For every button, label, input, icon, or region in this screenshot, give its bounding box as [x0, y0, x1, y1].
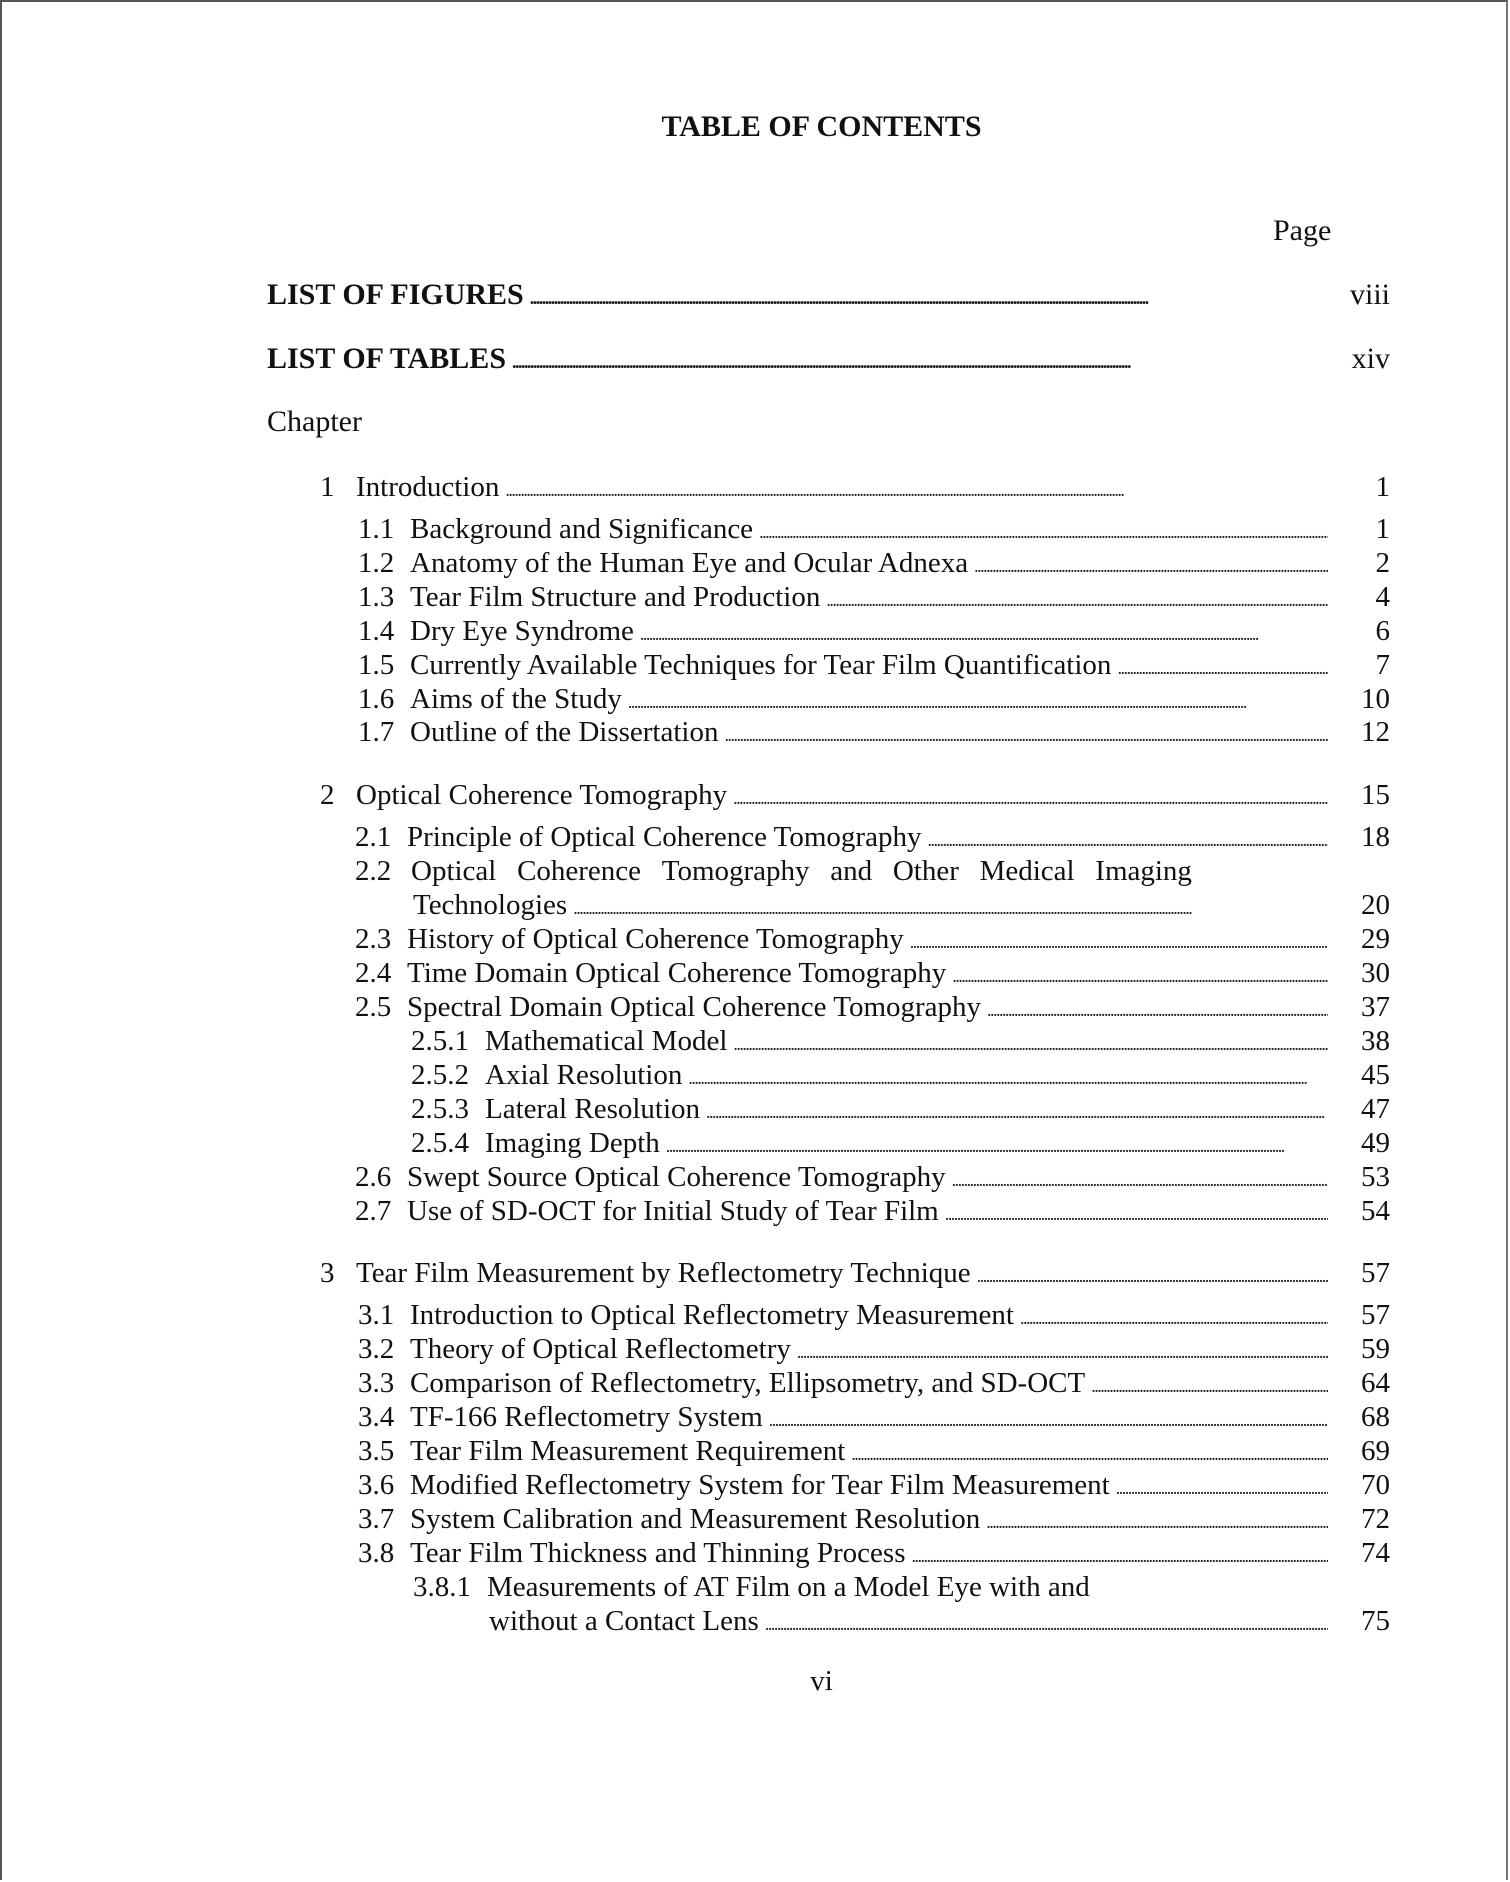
section-number: 2.6 [355, 1161, 392, 1193]
section-title: Principle of Optical Coherence Tomography [407, 821, 922, 853]
toc-section-3-3[interactable] [358, 1365, 1390, 1401]
section-title: Introduction to Optical Reflectometry Measurement [410, 1299, 1014, 1331]
toc-chapter-2[interactable] [320, 777, 1390, 813]
toc-section-1-4[interactable] [358, 613, 1390, 649]
section-title-word: Medical [979, 855, 1075, 887]
section-title: Tear Film Thickness and Thinning Process [410, 1537, 906, 1569]
toc-section-3-2[interactable] [358, 1331, 1390, 1367]
section-number: 2.1 [355, 821, 392, 853]
section-title: Lateral Resolution [485, 1093, 701, 1125]
chapter-number: 1 [320, 471, 335, 503]
toc-section-3-8-1-line1[interactable] [413, 1569, 1090, 1605]
section-number: 2.4 [355, 957, 392, 989]
toc-section-3-7[interactable] [358, 1501, 1390, 1537]
section-number: 2.5.4 [411, 1127, 469, 1159]
section-number: 3.5 [358, 1435, 395, 1467]
dot-leader [945, 1196, 1328, 1232]
toc-chapter-1[interactable] [320, 469, 1390, 505]
toc-section-1-1[interactable] [358, 511, 1390, 547]
toc-entry-page: viii [1349, 278, 1390, 311]
section-title-word: and [830, 855, 873, 887]
toc-section-1-6[interactable] [358, 681, 1390, 717]
toc-section-3-8[interactable] [358, 1535, 1390, 1571]
toc-section-3-5[interactable] [358, 1433, 1390, 1469]
section-number: 2.5.2 [411, 1059, 469, 1091]
section-title: Axial Resolution [485, 1059, 683, 1091]
toc-entry-page: 74 [1361, 1537, 1390, 1569]
toc-entry-page: 53 [1361, 1161, 1390, 1193]
section-number: 3.8.1 [413, 1571, 471, 1603]
section-title: Technologies [413, 889, 568, 921]
toc-section-3-6[interactable] [358, 1467, 1390, 1503]
toc-entry-page: 75 [1361, 1605, 1390, 1637]
toc-section-2-6[interactable] [355, 1159, 1390, 1195]
section-title: Swept Source Optical Coherence Tomography [407, 1161, 946, 1193]
toc-entry-page: 68 [1361, 1401, 1390, 1433]
toc-entry-page: 7 [1375, 649, 1390, 681]
dot-leader [765, 1606, 1328, 1642]
section-number: 2.5 [355, 991, 392, 1023]
section-number: 2.3 [355, 923, 392, 955]
section-number: 3.4 [358, 1401, 395, 1433]
section-title: Anatomy of the Human Eye and Ocular Adnexa [410, 547, 969, 579]
toc-section-2-5-1[interactable] [411, 1023, 1390, 1059]
section-number: 1.6 [358, 683, 395, 715]
section-title-word: Imaging [1095, 855, 1192, 887]
section-number: 2.7 [355, 1195, 392, 1227]
section-title: Background and Significance [410, 513, 754, 545]
toc-entry-page: 18 [1361, 821, 1390, 853]
toc-entry-page: 57 [1361, 1257, 1390, 1289]
dot-leader [512, 344, 1328, 380]
toc-entry-page: 64 [1361, 1367, 1390, 1399]
toc-entry-page: 37 [1361, 991, 1390, 1023]
section-title: Measurements of AT Film on a Model Eye with and [487, 1571, 1090, 1603]
toc-section-2-5-2[interactable] [411, 1057, 1390, 1093]
page-column-header: Page [1273, 214, 1332, 247]
section-title: Imaging Depth [485, 1127, 660, 1159]
toc-entry-page: 10 [1361, 683, 1390, 715]
toc-entry-list-of-figures[interactable] [267, 277, 1390, 313]
toc-entry-page: 20 [1361, 889, 1390, 921]
dot-leader [977, 1258, 1328, 1294]
section-number: 3.3 [358, 1367, 395, 1399]
section-number: 3.7 [358, 1503, 395, 1535]
section-title: System Calibration and Measurement Resolution [410, 1503, 981, 1535]
toc-section-2-5-4[interactable] [411, 1125, 1390, 1161]
toc-entry-page: 54 [1361, 1195, 1390, 1227]
section-title: Use of SD-OCT for Initial Study of Tear Film [407, 1195, 939, 1227]
page-title: TABLE OF CONTENTS [661, 110, 982, 143]
section-number: 3.6 [358, 1469, 395, 1501]
toc-entry-page: 15 [1361, 779, 1390, 811]
toc-entry-page: 1 [1375, 513, 1390, 545]
toc-entry-page: 2 [1375, 547, 1390, 579]
section-title: Mathematical Model [485, 1025, 728, 1057]
section-title: Comparison of Reflectometry, Ellipsometry, and SD-OCT [410, 1367, 1086, 1399]
section-number: 2.5.3 [411, 1093, 469, 1125]
toc-entry-page: 45 [1361, 1059, 1390, 1091]
section-title: History of Optical Coherence Tomography [407, 923, 904, 955]
toc-entry-page: 72 [1361, 1503, 1390, 1535]
toc-entry-page: 1 [1375, 471, 1390, 503]
section-title-word: Other [892, 855, 959, 887]
toc-entry-page: 4 [1375, 581, 1390, 613]
section-number: 1.7 [358, 716, 395, 748]
chapter-label: Chapter [267, 405, 362, 438]
section-title: Tear Film Structure and Production [410, 581, 821, 613]
toc-section-3-4[interactable] [358, 1399, 1390, 1435]
toc-section-1-2[interactable] [358, 545, 1390, 581]
toc-section-1-7[interactable] [358, 714, 1390, 750]
toc-entry-page: 38 [1361, 1025, 1390, 1057]
section-title: Theory of Optical Reflectometry [410, 1333, 791, 1365]
section-number: 2.5.1 [411, 1025, 469, 1057]
dot-leader [505, 472, 1328, 508]
section-title: Aims of the Study [410, 683, 622, 715]
section-title: Modified Reflectometry System for Tear Film Measurement [410, 1469, 1110, 1501]
toc-entry-page: 57 [1361, 1299, 1390, 1331]
section-title-word: Optical [411, 855, 497, 887]
toc-section-2-5[interactable] [355, 989, 1390, 1025]
toc-section-2-4[interactable] [355, 955, 1390, 991]
section-title: Outline of the Dissertation [410, 716, 719, 748]
toc-entry-title: LIST OF FIGURES [267, 278, 524, 311]
toc-entry-title: LIST OF TABLES [267, 342, 507, 375]
section-number: 1.1 [358, 513, 395, 545]
chapter-title: Optical Coherence Tomography [356, 779, 728, 811]
chapter-title: Introduction [356, 471, 500, 503]
toc-entry-page: 49 [1361, 1127, 1390, 1159]
chapter-number: 2 [320, 779, 335, 811]
toc-section-2-5-3[interactable] [411, 1091, 1390, 1127]
page-number-footer: vi [810, 1665, 833, 1697]
toc-entry-page: 70 [1361, 1469, 1390, 1501]
toc-section-1-3[interactable] [358, 579, 1390, 615]
toc-entry-page: 6 [1375, 615, 1390, 647]
chapter-number: 3 [320, 1257, 335, 1289]
toc-section-2-2-line2[interactable] [413, 887, 1390, 923]
section-number: 3.1 [358, 1299, 395, 1331]
section-title: Spectral Domain Optical Coherence Tomography [407, 991, 982, 1023]
toc-section-2-1[interactable] [355, 819, 1390, 855]
section-title: Time Domain Optical Coherence Tomography [407, 957, 947, 989]
dot-leader [724, 717, 1328, 753]
section-title: TF-166 Reflectometry System [410, 1401, 763, 1433]
toc-entry-page: 47 [1361, 1093, 1390, 1125]
toc-section-2-2-line1[interactable] [411, 853, 1192, 889]
toc-entry-page: 30 [1361, 957, 1390, 989]
chapter-title: Tear Film Measurement by Reflectometry Technique [356, 1257, 971, 1289]
section-number: 3.2 [358, 1333, 395, 1365]
dot-leader [733, 780, 1328, 816]
toc-section-2-7[interactable] [355, 1193, 1390, 1229]
toc-section-2-3[interactable] [355, 921, 1390, 957]
section-title: Dry Eye Syndrome [410, 615, 634, 647]
toc-entry-list-of-tables[interactable] [267, 341, 1390, 377]
toc-section-3-1[interactable] [358, 1297, 1390, 1333]
section-title-word: Coherence [517, 855, 642, 887]
section-number: 3.8 [358, 1537, 395, 1569]
section-number: 1.3 [358, 581, 395, 613]
section-title: without a Contact Lens [489, 1605, 759, 1637]
toc-entry-page: 59 [1361, 1333, 1390, 1365]
section-title: Currently Available Techniques for Tear Film Quantification [410, 649, 1112, 681]
toc-chapter-3[interactable] [320, 1255, 1390, 1291]
section-number: 1.5 [358, 649, 395, 681]
toc-section-3-8-1-line2[interactable] [489, 1603, 1390, 1639]
toc-entry-page: 29 [1361, 923, 1390, 955]
section-number: 2.2 [355, 855, 392, 887]
section-title: Tear Film Measurement Requirement [410, 1435, 846, 1467]
toc-entry-page: 69 [1361, 1435, 1390, 1467]
dot-leader [530, 280, 1328, 316]
toc-section-1-5[interactable] [358, 647, 1390, 683]
section-number: 1.2 [358, 547, 395, 579]
section-number: 1.4 [358, 615, 395, 647]
toc-entry-page: xiv [1351, 342, 1390, 375]
section-title-word: Tomography [661, 855, 810, 887]
toc-entry-page: 12 [1361, 716, 1390, 748]
